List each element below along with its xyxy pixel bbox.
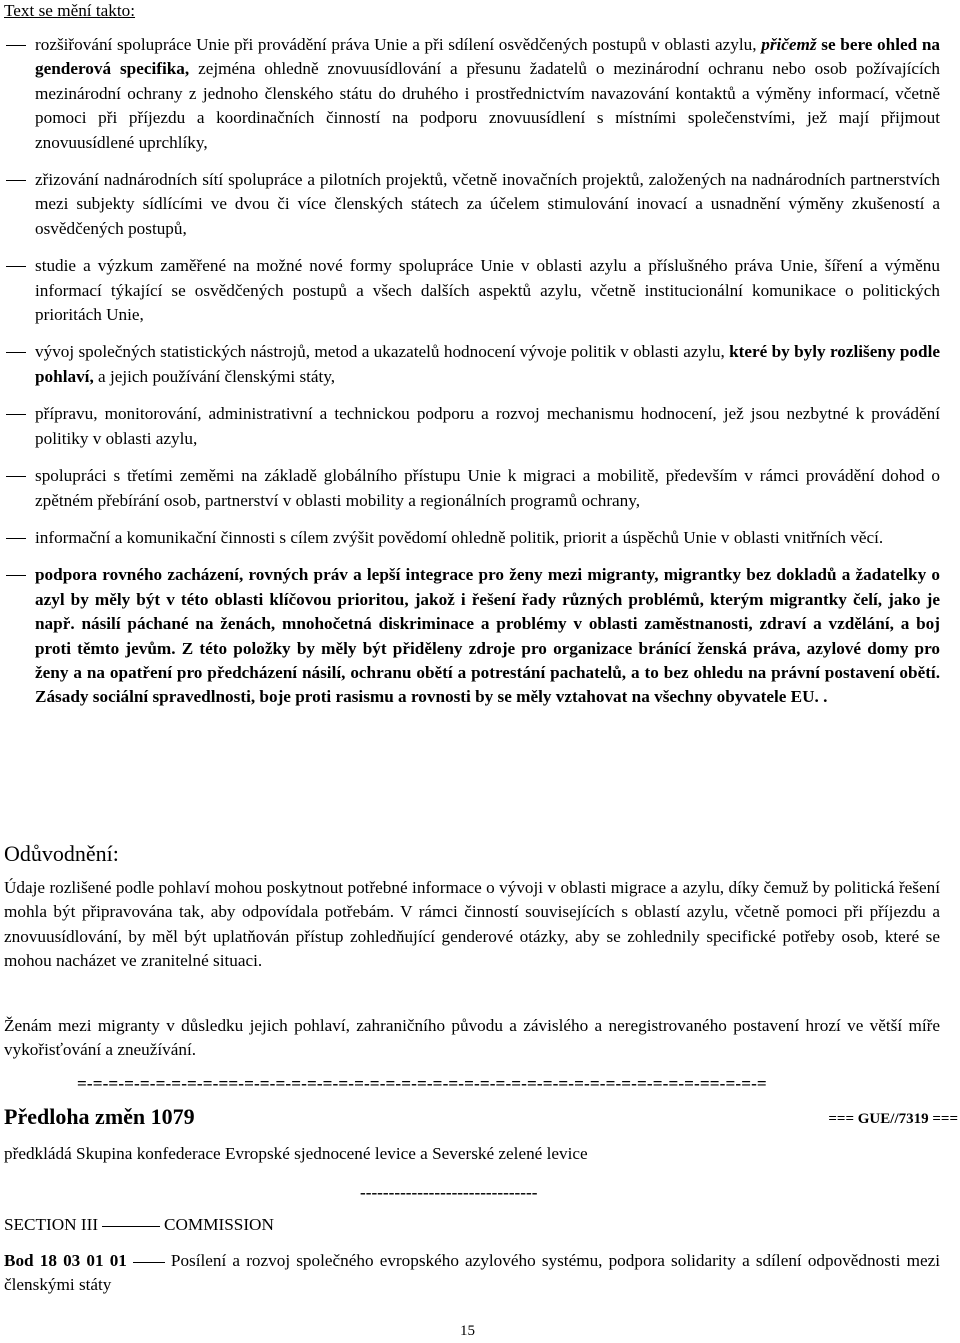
section-name: COMMISSION [164,1215,274,1234]
separator-line: =-=-=-=-=-=-=-=-=-==-=-=-=-=-=-=-=-=-=-=-=-=-=-=-=-=-=-=-=-=-=-=-=-=-=-=-=-=-=-==-=-=-= [77,1074,767,1093]
amendment-title: Předloha změn 1079 [4,1104,195,1129]
bullet-item [0,33,960,155]
bullet-list [0,33,960,723]
bullet-text-segment: zřizování nadnárodních sítí spolupráce a pilotních projektů, včetně inovačních projektů, založených na nadnárodních partnerstvích mezi subjekty sídlícími ve dvou či více členských státech za účelem stimulování inovací a usnadnění výměny zkušeností a osvědčených postupů, [35,170,940,238]
bullet-item [0,254,960,327]
bullet-text-segment: přípravu, monitorování, administrativní a technickou podporu a rozvoj mechanismu hodnocení, jež jsou nezbytné k provádění politiky v oblasti azylu, [35,404,940,448]
justification-paragraph-2: Ženám mezi migranty v důsledku jejich pohlaví, zahraničního původu a závislého a neregistrovaného postavení hrozí ve větší míře vykořisťování a zneužívání. [4,1016,940,1060]
page-number: 15 [460,1323,475,1339]
em-dash-rule [133,1262,165,1263]
section-line [4,1213,274,1237]
bullet-text-segment: se bere ohled na genderová specifika, [35,35,940,79]
bullet-text-segment: které by byly rozlišeny podle pohlaví, [35,342,940,386]
justification-paragraph-1: Údaje rozlišené podle pohlaví mohou poskytnout potřebné informace o vývoji v oblasti migrace a azylu, díky čemuž by politická řešení mohla být připravována tak, aby odpovídala potřebám. V rámci činností souvisejících s oblastí azylu, včetně pomoci při příjezdu a znovuusídlování, by měl být uplatňován přístup zohledňující genderové otázky, aby se zohlednily specifické potřeby osob, které se mohou nacházet ve zranitelné situaci. [4,878,940,971]
bullet-text-segment: informační a komunikační činnosti s cílem zvýšit povědomí ohledně politik, priorit a úspěchů Unie v oblasti vnitřních věcí. [35,527,884,547]
bullet-text-segment: zejména ohledně znovuusídlování a přesunu žadatelů o mezinárodní ochranu nebo osob požívajících mezinárodní ochrany z jednoho členského státu do druhého i prostřednictvím navazování kontaktů a výměny informací, včetně pomoci při příjezdu a koordinačních činností na podporu znovuusídlení s místními společenstvími, jež mají přijmout znovuusídlené uprchlíky, [35,59,941,152]
bullet-item [0,464,960,513]
em-dash-rule [102,1226,160,1227]
bullet-text-segment: spolupráci s třetími zeměmi na základě globálního přístupu Unie k migraci a mobilitě, především v rámci provádění dohod o zpětném přebírání osob, partnerství v oblasti mobility a regionálních programů ochrany, [35,466,940,510]
bullet-text-segment: studie a výzkum zaměřené na možné nové formy spolupráce Unie v oblasti azylu a příslušného práva Unie, šíření a výměnu informací týkající se osvědčených postupů a všech dalších aspektů azylu, včetně institucionální komunikace o politických prioritách Unie, [35,256,940,325]
section-heading: Text se mění takto: [4,1,136,20]
section-label: SECTION III [4,1215,99,1234]
budget-item-text: Posílení a rozvoj společného evropského azylového systému, podpora solidarity a sdílení odpovědnosti mezi členskými státy [4,1251,940,1295]
bullet-text-segment: rozšiřování spolupráce Unie při provádění práva Unie a při sdílení osvědčených postupů v oblasti azylu, [35,35,762,54]
bullet-item [0,168,960,241]
budget-item-label: Bod 18 03 01 01 [4,1251,127,1270]
amendment-reference: === GUE//7319 === [828,1111,958,1127]
bullet-item [0,402,960,451]
bullet-text-segment: podpora rovného zacházení, rovných práv a lepší integrace pro ženy mezi migranty, migrantky bez dokladů a žadatelky o azyl by měly být v této oblasti klíčovou prioritou, jakož i řešení řady různých problémů, kterým migrantky čelí, jako je např. násilí páchané na ženách, mnohočetná diskriminace a problémy v oblasti zaměstnanosti, zdraví a vzdělání, a boj proti těmto jevům. Z této položky by měly být přiděleny zdroje pro organizace bránící ženská práva, azylové domy pro ženy a na opatření pro předcházení násilí, ochranu obětí a potrestání pachatelů, a to bez ohledu na právní postavení obětí. Zásady sociální spravedlnosti, boje proti rasismu a rovnosti by se měly vztahovat na všechny obyvatele EU. . [35,565,940,707]
bullet-item [0,340,960,389]
submitted-by: předkládá Skupina konfederace Evropské sjednocené levice a Severské zelené levice [4,1144,588,1163]
dash-separator: ------------------------------- [360,1183,538,1202]
budget-item [4,1249,940,1298]
bullet-text-segment: přičemž [761,35,817,54]
bullet-text-segment: vývoj společných statistických nástrojů, metod a ukazatelů hodnocení vývoje politik v oblasti azylu, [35,342,730,362]
bullet-text-segment: a jejich používání členskými státy, [93,366,336,386]
bullet-item [0,526,960,550]
bullet-item [0,563,960,709]
justification-title: Odůvodnění: [4,841,119,866]
